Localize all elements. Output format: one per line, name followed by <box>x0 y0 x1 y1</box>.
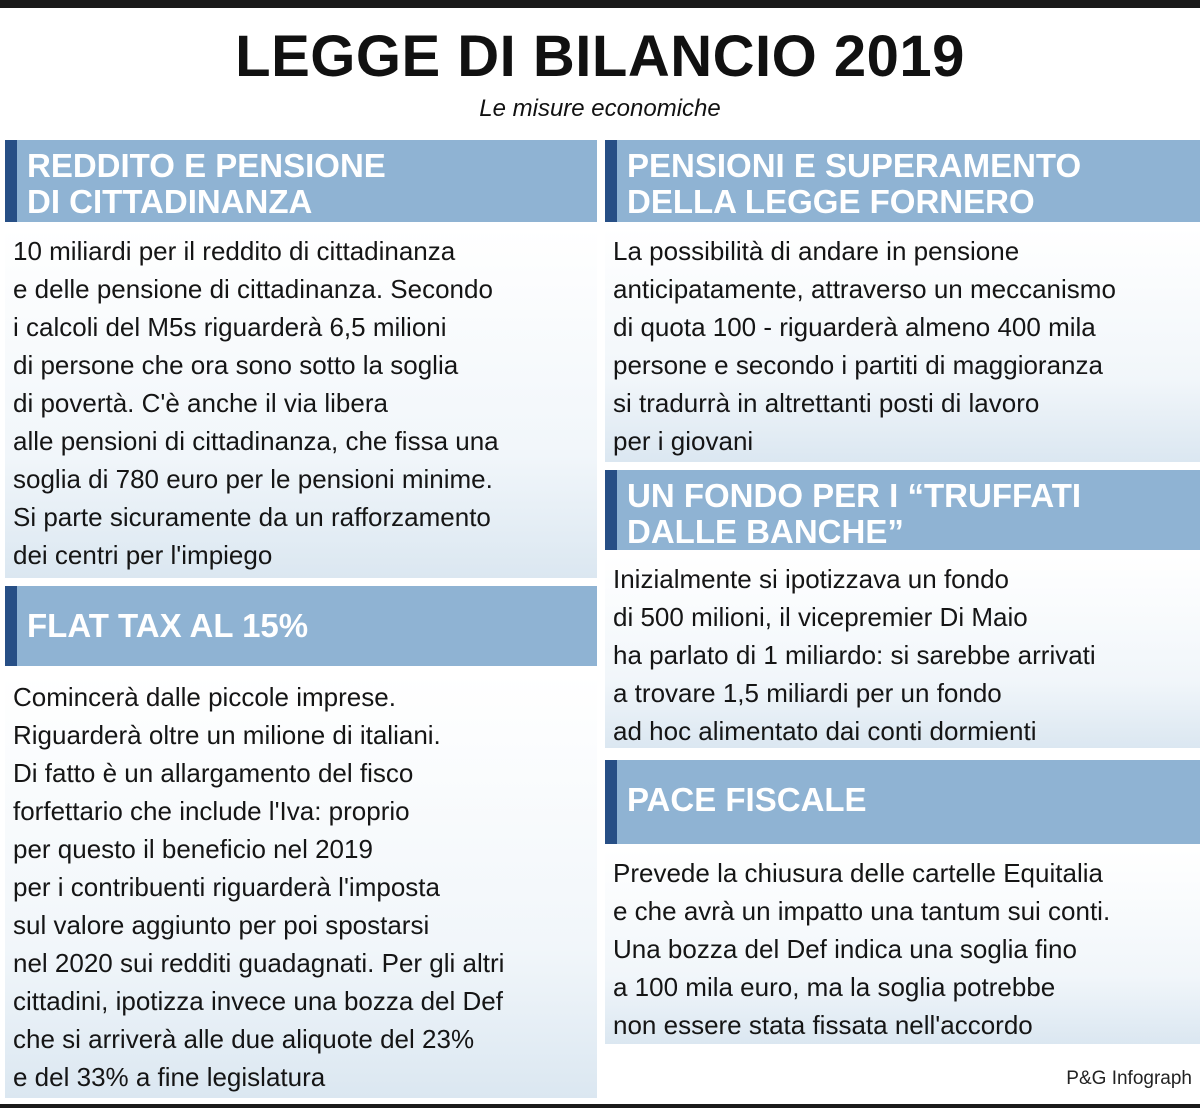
section-fondo <box>605 470 1200 748</box>
body-line: La possibilità di andare in pensione <box>613 236 1020 266</box>
heading-line: DELLA LEGGE FORNERO <box>627 183 1035 220</box>
body-line: Comincerà dalle piccole imprese. <box>13 682 396 712</box>
body-line: Inizialmente si ipotizzava un fondo <box>613 564 1010 594</box>
section-body <box>5 674 597 1098</box>
top-rule <box>0 0 1200 8</box>
section-reddito <box>5 140 597 578</box>
section-pensioni <box>605 140 1200 462</box>
heading-line: DALLE BANCHE” <box>627 513 904 550</box>
body-line: Si parte sicuramente da un rafforzamento <box>13 502 491 532</box>
heading-line: FLAT TAX AL 15% <box>27 607 309 644</box>
body-line: Una bozza del Def indica una soglia fino <box>613 934 1077 964</box>
body-line: forfettario che include l'Iva: proprio <box>13 796 410 826</box>
body-line: Prevede la chiusura delle cartelle Equitalia <box>613 858 1103 888</box>
body-line: cittadini, ipotizza invece una bozza del Def <box>13 986 503 1016</box>
body-line: a 100 mila euro, ma la soglia potrebbe <box>613 972 1056 1002</box>
body-line: dei centri per l'impiego <box>13 540 273 570</box>
heading-line: PENSIONI E SUPERAMENTO <box>627 147 1082 184</box>
body-line: 10 miliardi per il reddito di cittadinanza <box>13 236 456 266</box>
section-pace-fiscale <box>605 760 1200 1044</box>
body-line: Di fatto è un allargamento del fisco <box>13 758 414 788</box>
section-heading <box>5 140 597 222</box>
section-heading <box>605 760 1200 844</box>
body-line: di 500 milioni, il vicepremier Di Maio <box>613 602 1028 632</box>
body-line: ad hoc alimentato dai conti dormienti <box>613 716 1037 746</box>
body-line: anticipatamente, attraverso un meccanismo <box>613 274 1116 304</box>
body-line: i calcoli del M5s riguarderà 6,5 milioni <box>13 312 447 342</box>
heading-line: REDDITO E PENSIONE <box>27 147 386 184</box>
body-line: ha parlato di 1 miliardo: si sarebbe arrivati <box>613 640 1096 670</box>
section-flat-tax <box>5 586 597 1098</box>
heading-line: DI CITTADINANZA <box>27 183 313 220</box>
section-body <box>605 850 1200 1044</box>
section-body <box>605 228 1200 462</box>
body-line: persone e secondo i partiti di maggioranza <box>613 350 1103 380</box>
body-line: si tradurrà in altrettanti posti di lavoro <box>613 388 1040 418</box>
body-line: di quota 100 - riguarderà almeno 400 mila <box>613 312 1096 342</box>
body-line: che si arriverà alle due aliquote del 23% <box>13 1024 475 1054</box>
body-line: e del 33% a fine legislatura <box>13 1062 326 1092</box>
body-line: per questo il beneficio nel 2019 <box>13 834 373 864</box>
section-heading <box>605 470 1200 550</box>
heading-line: UN FONDO PER I “TRUFFATI <box>627 477 1082 514</box>
section-heading <box>605 140 1200 222</box>
body-line: e che avrà un impatto una tantum sui conti. <box>613 896 1111 926</box>
heading-line: PACE FISCALE <box>627 781 867 818</box>
source-credit: P&G Infograph <box>1066 1068 1192 1089</box>
body-line: Riguarderà oltre un milione di italiani. <box>13 720 441 750</box>
body-line: a trovare 1,5 miliardi per un fondo <box>613 678 1002 708</box>
body-line: nel 2020 sui redditi guadagnati. Per gli altri <box>13 948 505 978</box>
body-line: di persone che ora sono sotto la soglia <box>13 350 459 380</box>
page-title: LEGGE DI BILANCIO 2019 <box>235 24 965 89</box>
body-line: per i contribuenti riguarderà l'imposta <box>13 872 440 902</box>
section-body <box>605 556 1200 748</box>
body-line: alle pensioni di cittadinanza, che fissa una <box>13 426 499 456</box>
body-line: di povertà. C'è anche il via libera <box>13 388 388 418</box>
section-body <box>5 228 597 578</box>
body-line: e delle pensione di cittadinanza. Secondo <box>13 274 493 304</box>
section-heading <box>5 586 597 666</box>
body-line: per i giovani <box>613 426 754 456</box>
page-subtitle: Le misure economiche <box>479 95 721 122</box>
bottom-rule <box>0 1104 1200 1108</box>
body-line: soglia di 780 euro per le pensioni minime. <box>13 464 493 494</box>
body-line: sul valore aggiunto per poi spostarsi <box>13 910 430 940</box>
body-line: non essere stata fissata nell'accordo <box>613 1010 1033 1040</box>
